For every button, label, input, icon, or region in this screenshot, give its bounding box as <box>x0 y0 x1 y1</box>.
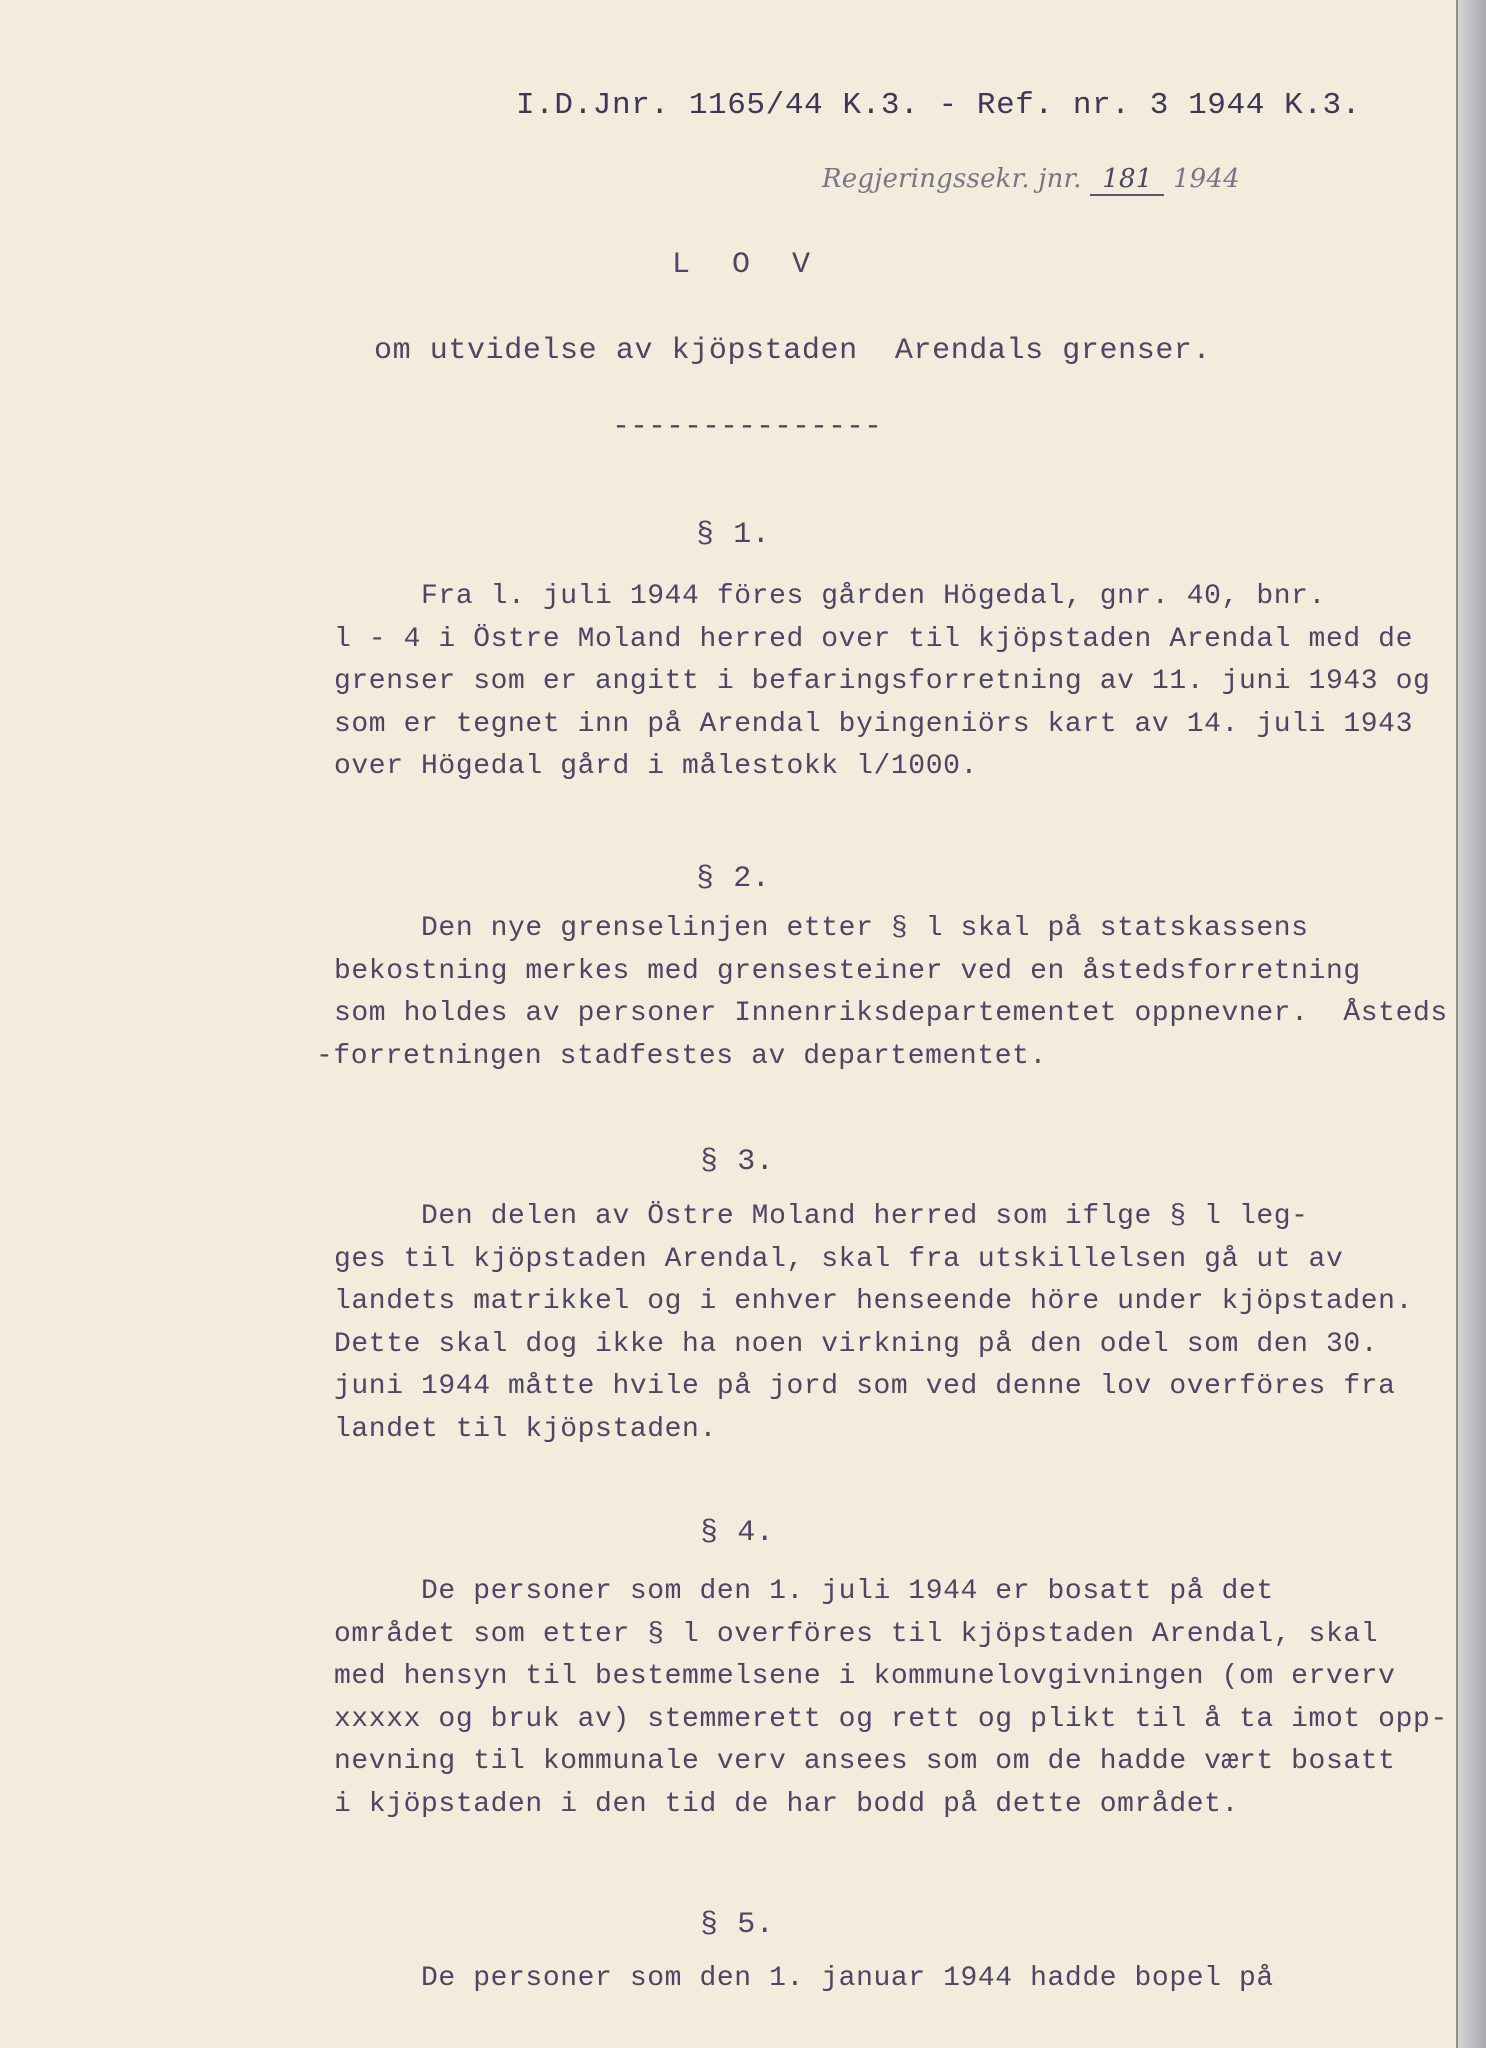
text-line: De personer som den 1. juli 1944 er bosatt på det <box>334 1576 1274 1607</box>
text-line: landets matrikkel og i enhver henseende höre under kjöpstaden. <box>334 1286 1413 1317</box>
text-line: De personer som den 1. januar 1944 hadde bopel på <box>334 1963 1274 1994</box>
text-line: bekostning merkes med grensesteiner ved en åstedsforretning <box>334 955 1361 987</box>
section-heading: § 2. <box>696 862 771 896</box>
section-heading: § 5. <box>700 1908 775 1942</box>
text-line: juni 1944 måtte hvile på jord som ved denne lov overföres fra <box>334 1371 1396 1402</box>
text-line: i kjöpstaden i den tid de har bodd på dette området. <box>334 1788 1239 1820</box>
section-body <box>334 1571 1448 1826</box>
section-body <box>334 576 1430 789</box>
section-body <box>316 908 1448 1078</box>
section-body <box>334 1958 1274 2001</box>
handwritten-registration <box>822 164 1240 194</box>
text-line: ges til kjöpstaden Arendal, skal fra utskillelsen gå ut av <box>334 1243 1344 1275</box>
document-subtitle: om utvidelse av kjöpstaden Arendals grenser. <box>374 334 1212 368</box>
section-heading: § 4. <box>700 1516 775 1550</box>
text-line: Den nye grenselinjen etter § l skal på statskassens <box>334 913 1309 944</box>
journal-reference: I.D.Jnr. 1165/44 K.3. - Ref. nr. 3 1944 K.3. <box>516 88 1361 123</box>
text-line: området som etter § l overföres til kjöpstaden Arendal, skal <box>334 1618 1379 1650</box>
text-line: over Högedal gård i målestokk l/1000. <box>334 751 978 782</box>
text-line: l - 4 i Östre Moland herred over til kjöpstaden Arendal med de <box>334 623 1413 655</box>
section-heading: § 1. <box>696 518 771 552</box>
text-line: som holdes av personer Innenriksdepartementet oppnevner. Åsteds <box>334 998 1448 1029</box>
text-line: xxxxx og bruk av) stemmerett og rett og plikt til å ta imot opp- <box>334 1703 1448 1735</box>
text-line: Fra l. juli 1944 föres gården Högedal, gnr. 40, bnr. <box>334 581 1326 612</box>
text-line: Den delen av Östre Moland herred som iflge § l leg- <box>334 1201 1309 1232</box>
text-line: Dette skal dog ikke ha noen virkning på den odel som den 30. <box>334 1328 1379 1360</box>
text-line: -forretningen stadfestes av departementet. <box>316 1040 1047 1072</box>
text-line: med hensyn til bestemmelsene i kommunelovgivningen (om erverv <box>334 1661 1396 1692</box>
text-line: nevning til kommunale verv ansees som om de hadde vært bosatt <box>334 1746 1396 1777</box>
page-edge <box>1458 0 1486 2048</box>
registration-label: Regjeringssekr. jnr. <box>822 164 1082 194</box>
registration-number: 181 <box>1090 164 1164 196</box>
text-line: grenser som er angitt i befaringsforretning av 11. juni 1943 og <box>334 666 1431 697</box>
registration-year: 1944 <box>1172 164 1240 194</box>
section-body <box>334 1196 1413 1451</box>
document-title: L O V <box>672 248 823 282</box>
text-line: landet til kjöpstaden. <box>334 1413 717 1445</box>
section-heading: § 3. <box>700 1145 775 1179</box>
text-line: som er tegnet inn på Arendal byingeniörs kart av 14. juli 1943 <box>334 708 1413 740</box>
divider: --------------- <box>612 410 883 444</box>
